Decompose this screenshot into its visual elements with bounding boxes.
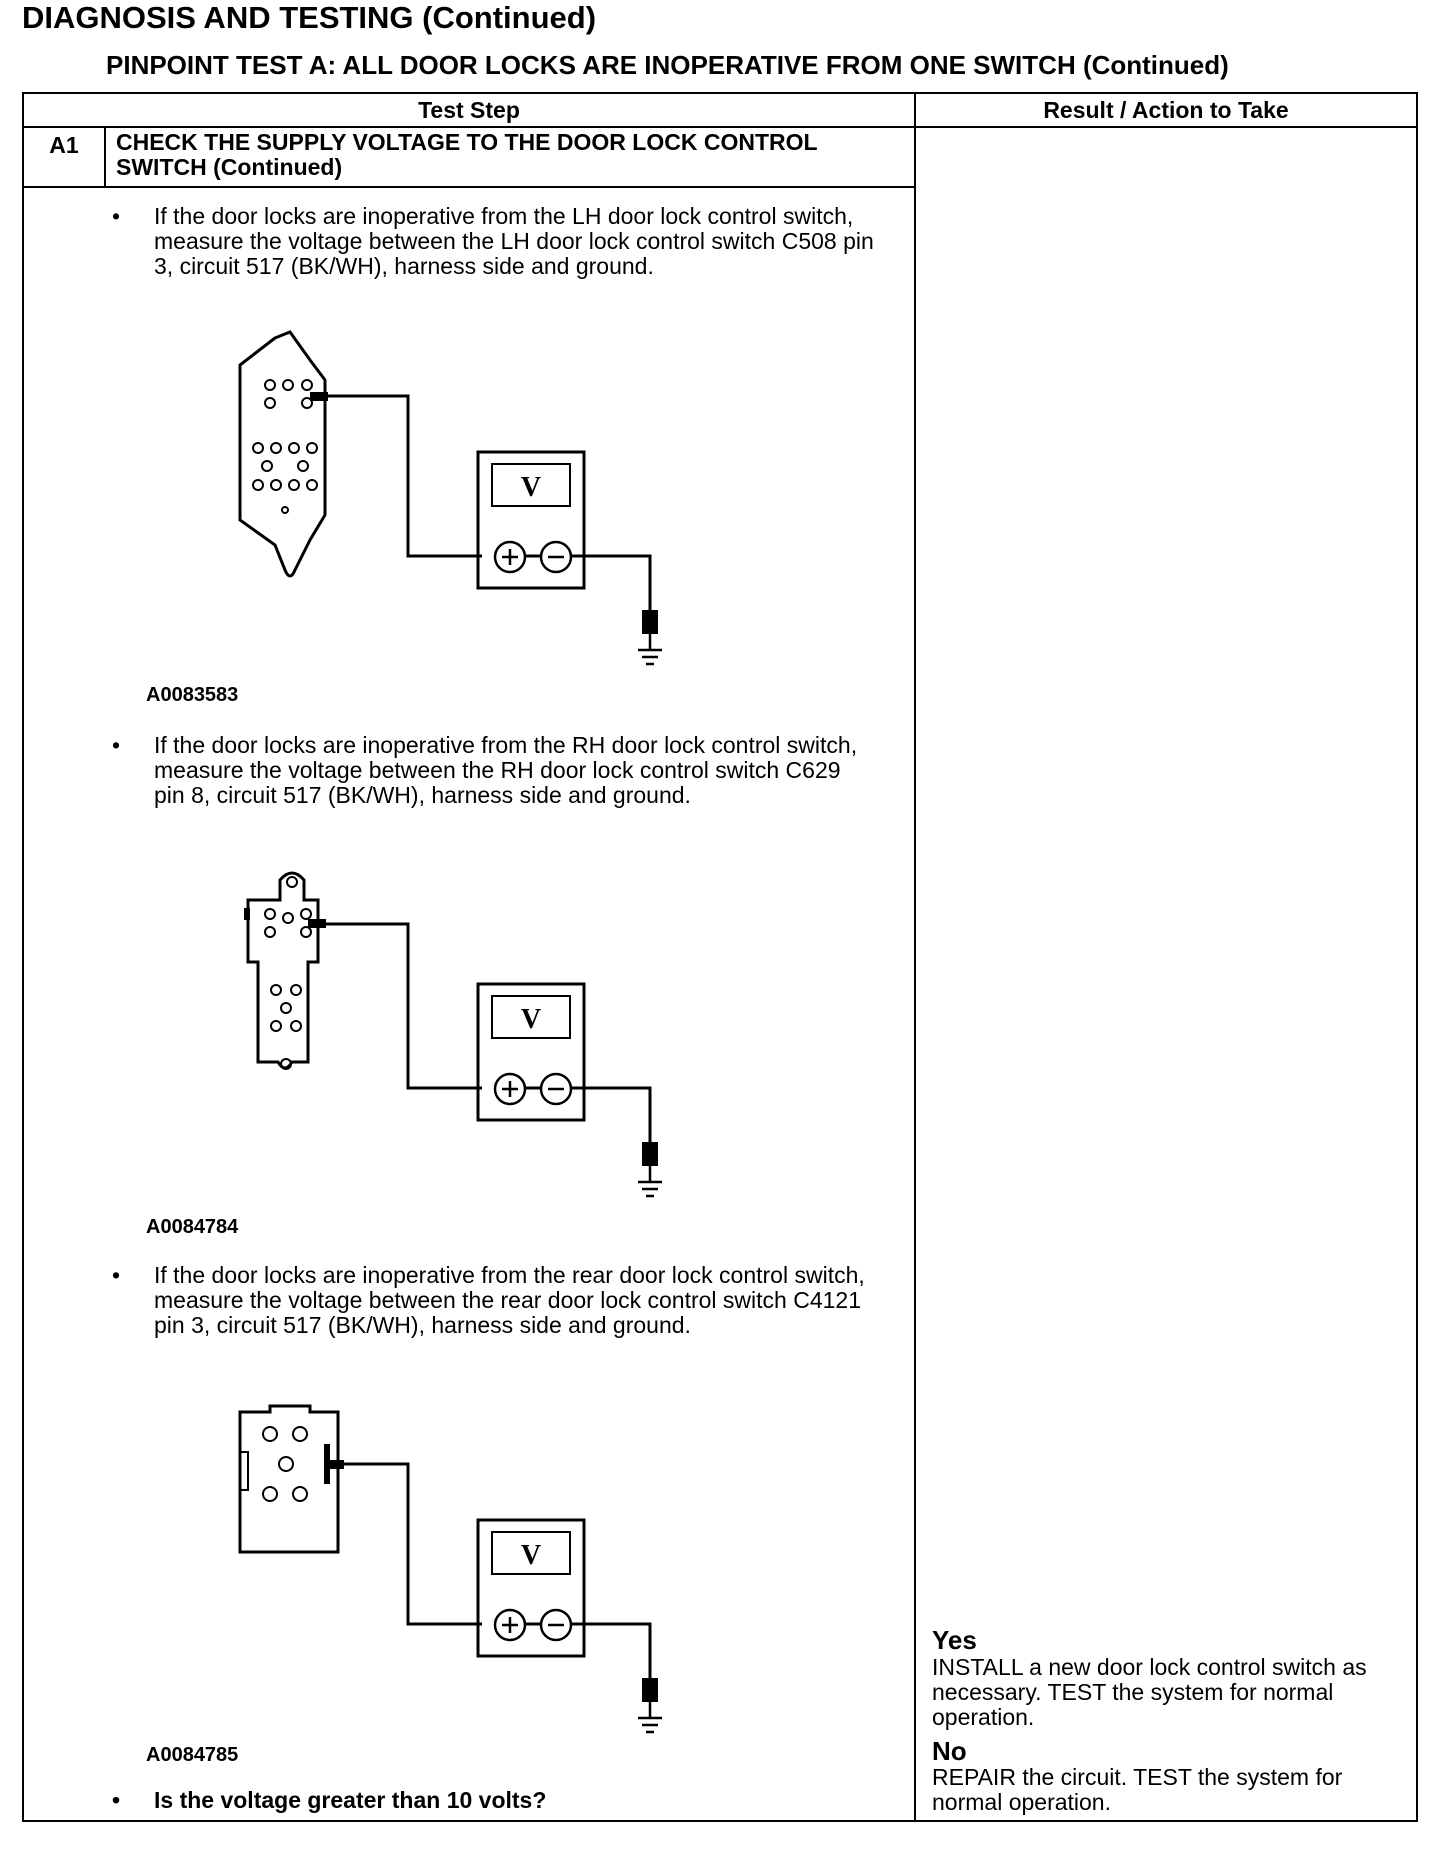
lh-switch-diagram — [230, 320, 690, 680]
header-divider — [22, 126, 1418, 128]
bullet-marker: • — [112, 203, 121, 229]
step-title-divider — [22, 186, 916, 188]
rh-connector-outline — [248, 873, 318, 1068]
page-title: DIAGNOSIS AND TESTING (Continued) — [22, 0, 597, 35]
lh-meter-symbol: V — [520, 472, 542, 503]
rear-positive-lead — [344, 1464, 482, 1624]
instruction-text: If the door locks are inoperative from the rear door lock control switch, measure the voltage between the rear door lock control switch C4121 pin 3, circuit 517 (BK/WH), harness side and ground. — [154, 1262, 865, 1338]
column-header-result: Result / Action to Take — [1043, 97, 1289, 123]
result-yes-label: Yes — [932, 1625, 977, 1655]
result-yes-text: INSTALL a new door lock control switch as necessary. TEST the system for normal operation. — [932, 1654, 1367, 1730]
result-no-label: No — [932, 1736, 967, 1766]
rear-probe-tip — [326, 1460, 344, 1469]
rear-meter-symbol: V — [520, 1540, 542, 1571]
lh-connector-outline — [240, 332, 325, 576]
column-header-test-step: Test Step — [418, 97, 520, 123]
rh-positive-lead — [326, 924, 482, 1088]
column-divider — [914, 92, 916, 1822]
lh-probe-tip — [310, 392, 328, 401]
rear-connector-outline — [240, 1406, 338, 1552]
instruction-text: If the door locks are inoperative from the LH door lock control switch, measure the voltage between the LH door lock control switch C508 pin 3, circuit 517 (BK/WH), harness side and ground. — [154, 203, 874, 279]
rh-switch-diagram — [230, 852, 690, 1212]
instruction-text: If the door locks are inoperative from the RH door lock control switch, measure the voltage between the RH door lock control switch C629 pin 8, circuit 517 (BK/WH), harness side and ground. — [154, 732, 858, 808]
rear-switch-diagram — [230, 1390, 690, 1750]
figure-id: A0083583 — [146, 684, 239, 706]
bullet-marker: • — [112, 1262, 121, 1288]
result-no-text: REPAIR the circuit. TEST the system for normal operation. — [932, 1764, 1343, 1815]
bullet-marker: • — [112, 1787, 121, 1813]
figure-id: A0084785 — [146, 1744, 239, 1766]
step-id: A1 — [49, 132, 79, 158]
question-text: Is the voltage greater than 10 volts? — [154, 1787, 547, 1813]
rh-probe-tip — [308, 919, 326, 928]
rh-meter-symbol: V — [520, 1004, 542, 1035]
test-subtitle: PINPOINT TEST A: ALL DOOR LOCKS ARE INOPERATIVE FROM ONE SWITCH (Continued) — [106, 50, 1229, 80]
step-title: CHECK THE SUPPLY VOLTAGE TO THE DOOR LOCK CONTROL SWITCH (Continued) — [116, 129, 818, 180]
step-id-divider — [104, 126, 106, 188]
figure-id: A0084784 — [146, 1216, 239, 1238]
bullet-marker: • — [112, 732, 121, 758]
lh-positive-lead — [328, 396, 482, 556]
